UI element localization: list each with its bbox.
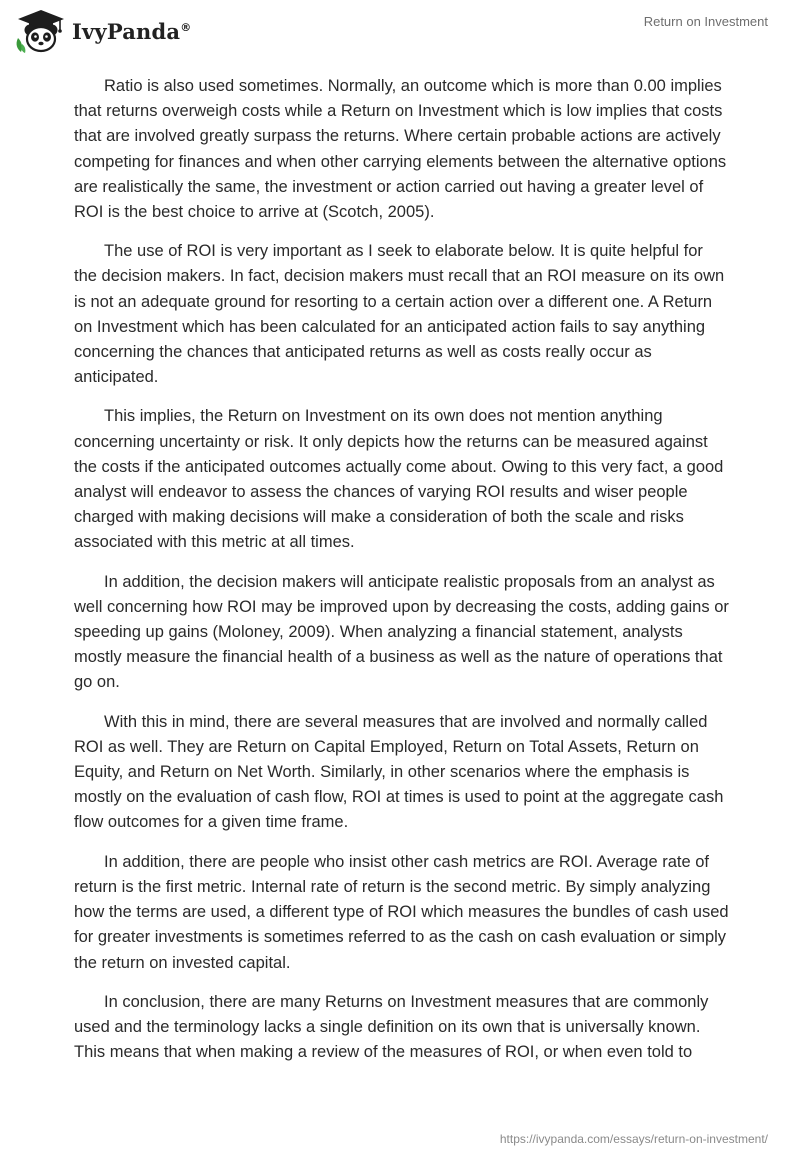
paragraph: In conclusion, there are many Returns on Investment measures that are commonly used and the terminology lacks a single definition on its own that is universally known. This means that when making a review of the measures of ROI, or when even told to <box>74 992 709 1062</box>
brand-name: IvyPanda® <box>72 18 192 44</box>
source-url[interactable]: https://ivypanda.com/essays/return-on-investment/ <box>499 1132 768 1146</box>
registered-mark: ® <box>180 20 192 34</box>
panda-graduate-icon <box>14 8 68 54</box>
paragraph: With this in mind, there are several measures that are involved and normally called ROI as well. They are Return on Capital Employed, Return on Total Assets, Return on Equity, and Return on Net Worth. Similarly, in other scenarios where the emphasis is mostly on the evaluation of cash flow, ROI at times is used to point at the aggregate cash flow outcomes for a given time frame. <box>74 712 724 832</box>
paragraph: In addition, there are people who insist other cash metrics are ROI. Average rate of return is the first metric. Internal rate of return is the second metric. By simply analyzing how the terms are used, a different type of ROI which measures the bundles of cash used for greater investments is sometimes referred to as the cash on cash evaluation or simply the return on invested capital. <box>74 852 729 972</box>
page-header <box>0 0 800 60</box>
essay-body <box>74 74 730 1079</box>
paragraph: Ratio is also used sometimes. Normally, an outcome which is more than 0.00 implies that returns overweigh costs while a Return on Investment which is low implies that costs that are involved greatly surpass the returns. Where certain probable actions are actively competing for finances and when other carrying elements between the alternative options are realistically the same, the investment or action carried out having a greater level of ROI is the best choice to arrive at (Scotch, 2005). <box>74 77 727 222</box>
paragraph: The use of ROI is very important as I seek to elaborate below. It is quite helpful for the decision makers. In fact, decision makers must recall that an ROI measure on its own is not an adequate ground for resorting to a certain action over a different one. A Return on Investment which has been calculated for an anticipated action fails to say anything concerning the chances that anticipated returns as well as costs really occur as anticipated. <box>74 242 725 387</box>
paragraph: In addition, the decision makers will anticipate realistic proposals from an analyst as well concerning how ROI may be improved upon by decreasing the costs, adding gains or speeding up gains (Moloney, 2009). When analyzing a financial statement, analysts mostly measure the financial health of a business as well as the nature of operations that go on. <box>74 572 729 692</box>
paragraph: This implies, the Return on Investment on its own does not mention anything concerning uncertainty or risk. It only depicts how the returns can be measured against the costs if the anticipated outcomes actually come about. Owing to this very fact, a good analyst will endeavor to assess the chances of varying ROI results and wiser people charged with making decisions will make a consideration of both the scale and risks associated with this metric at all times. <box>74 407 724 552</box>
ivypanda-logo[interactable] <box>14 8 191 54</box>
document-title: Return on Investment <box>643 14 768 29</box>
